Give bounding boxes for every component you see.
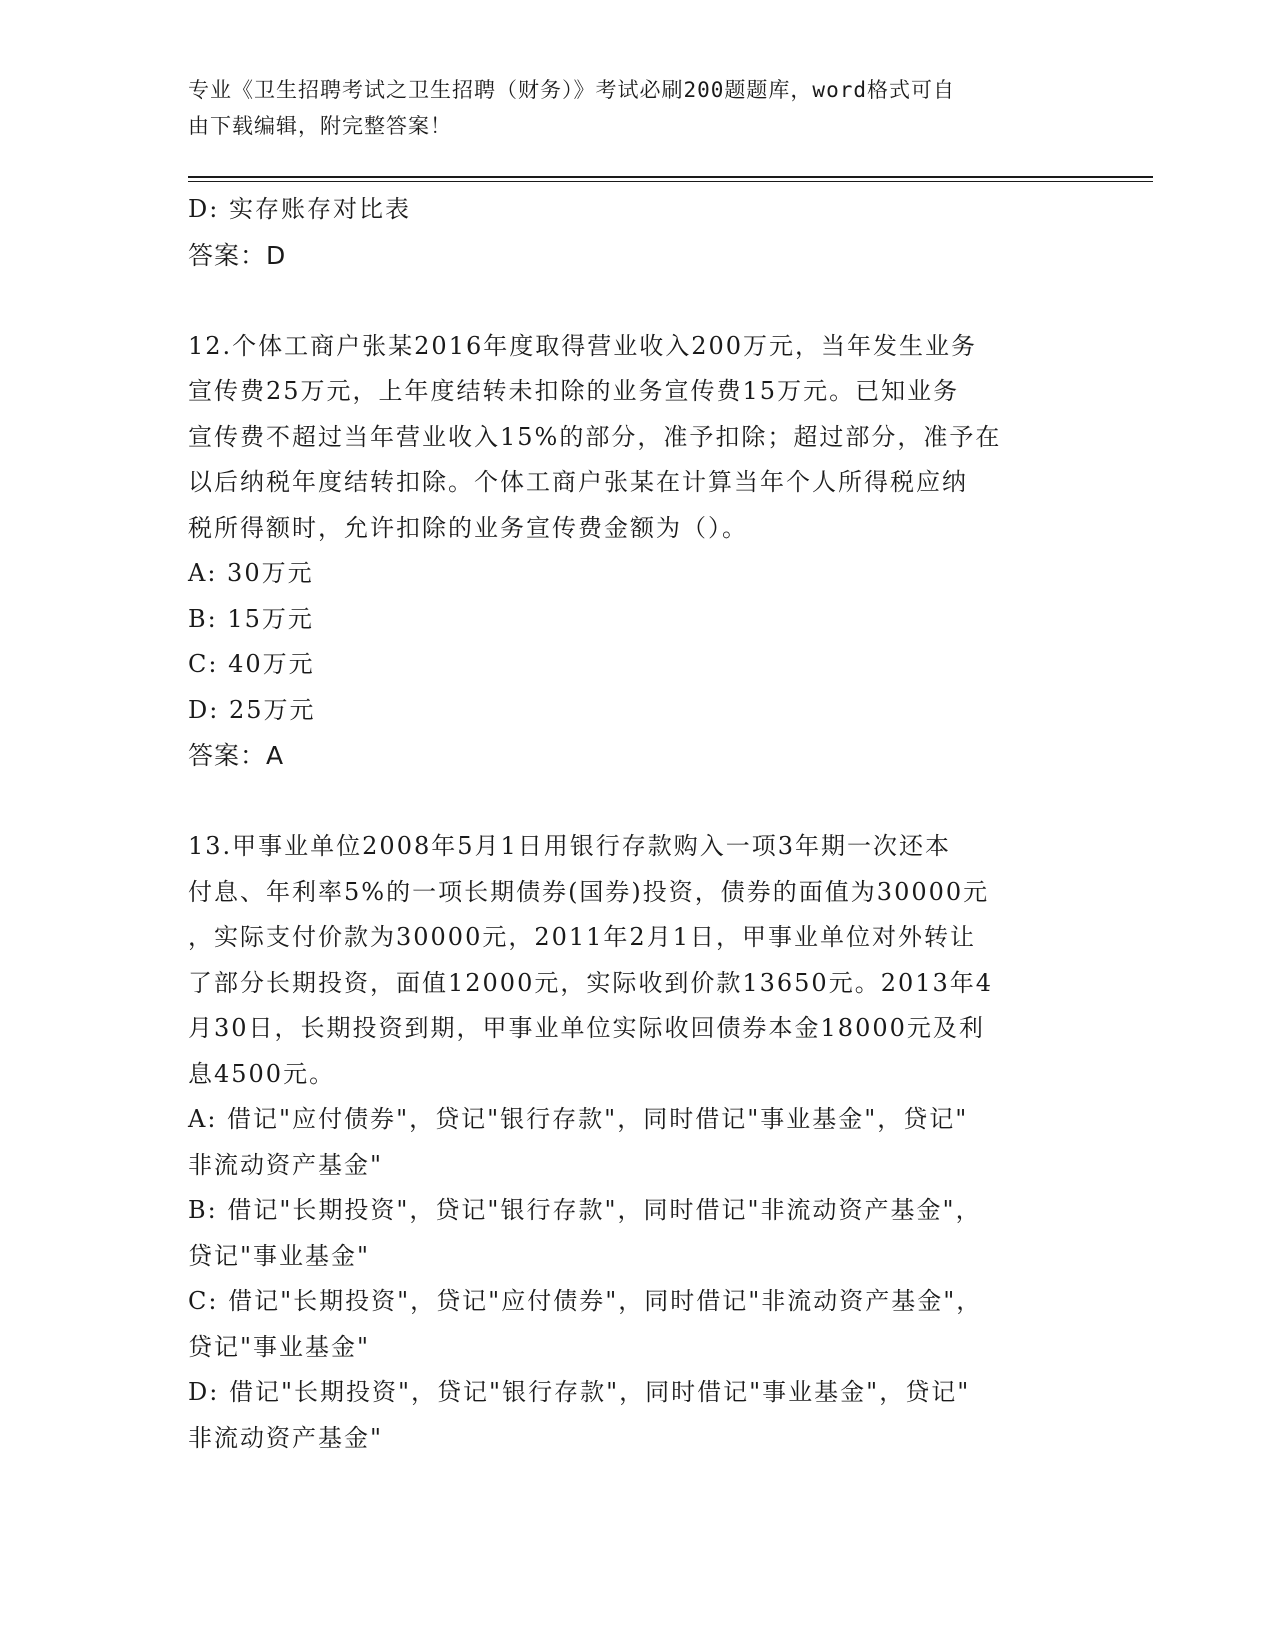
- option-c: C: 40万元: [188, 650, 315, 678]
- spacer: [188, 779, 1088, 825]
- answer-line: 答案：D: [188, 240, 287, 270]
- question-text-line: 息4500元。: [188, 1059, 336, 1088]
- option-b-continued: 贷记"事业基金": [188, 1241, 371, 1270]
- option-a: A: 借记"应付债券"，贷记"银行存款"，同时借记"事业基金"，贷记": [188, 1105, 969, 1133]
- question-text-line: 13.甲事业单位2008年5月1日用银行存款购入一项3年期一次还本: [188, 832, 952, 860]
- header-divider-thin: [188, 181, 1153, 182]
- question-text-line: 了部分长期投资，面值12000元，实际收到价款13650元。2013年4: [188, 968, 994, 997]
- header-line-2: 由下载编辑，附完整答案！: [188, 114, 452, 138]
- option-b: B: 15万元: [188, 604, 314, 633]
- question-text-line: 付息、年利率5%的一项长期债券(国券)投资，债券的面值为30000元: [188, 877, 990, 906]
- header-line-1: 专业《卫生招聘考试之卫生招聘（财务）》考试必刷200题题库，word格式可自: [188, 78, 955, 102]
- question-text-line: 宣传费25万元，上年度结转未扣除的业务宣传费15万元。已知业务: [188, 377, 960, 405]
- option-d: D: 实存账存对比表: [188, 195, 411, 223]
- question-text-line: 月30日，长期投资到期，甲事业单位实际收回债券本金18000元及利: [188, 1014, 985, 1042]
- option-d: D: 借记"长期投资"，贷记"银行存款"，同时借记"事业基金"，贷记": [188, 1378, 971, 1406]
- option-d-continued: 非流动资产基金": [188, 1423, 384, 1452]
- question-text-line: ，实际支付价款为30000元，2011年2月1日，甲事业单位对外转让: [188, 923, 976, 951]
- question-text-line: 宣传费不超过当年营业收入15%的部分，准予扣除；超过部分，准予在: [188, 422, 1002, 451]
- question-text-line: 以后纳税年度结转扣除。个体工商户张某在计算当年个人所得税应纳: [188, 468, 968, 496]
- question-13: [188, 824, 1088, 1461]
- option-c-continued: 贷记"事业基金": [188, 1332, 371, 1361]
- option-a-continued: 非流动资产基金": [188, 1150, 384, 1179]
- document-body: [188, 187, 1088, 1461]
- question-text-line: 12.个体工商户张某2016年度取得营业收入200万元，当年发生业务: [188, 331, 978, 360]
- document-header: [188, 72, 1068, 144]
- question-12: [188, 324, 1088, 779]
- option-a: A: 30万元: [188, 559, 314, 587]
- option-d: D: 25万元: [188, 695, 316, 724]
- option-b: B: 借记"长期投资"，贷记"银行存款"，同时借记"非流动资产基金"，: [188, 1196, 982, 1224]
- option-c: C: 借记"长期投资"，贷记"应付债券"，同时借记"非流动资产基金"，: [188, 1287, 983, 1315]
- question-text-line: 税所得额时，允许扣除的业务宣传费金额为（）。: [188, 513, 748, 542]
- answer-line: 答案：A: [188, 741, 285, 770]
- spacer: [188, 278, 1088, 324]
- prev-question-block: [188, 187, 1088, 278]
- header-divider-thick: [188, 176, 1153, 178]
